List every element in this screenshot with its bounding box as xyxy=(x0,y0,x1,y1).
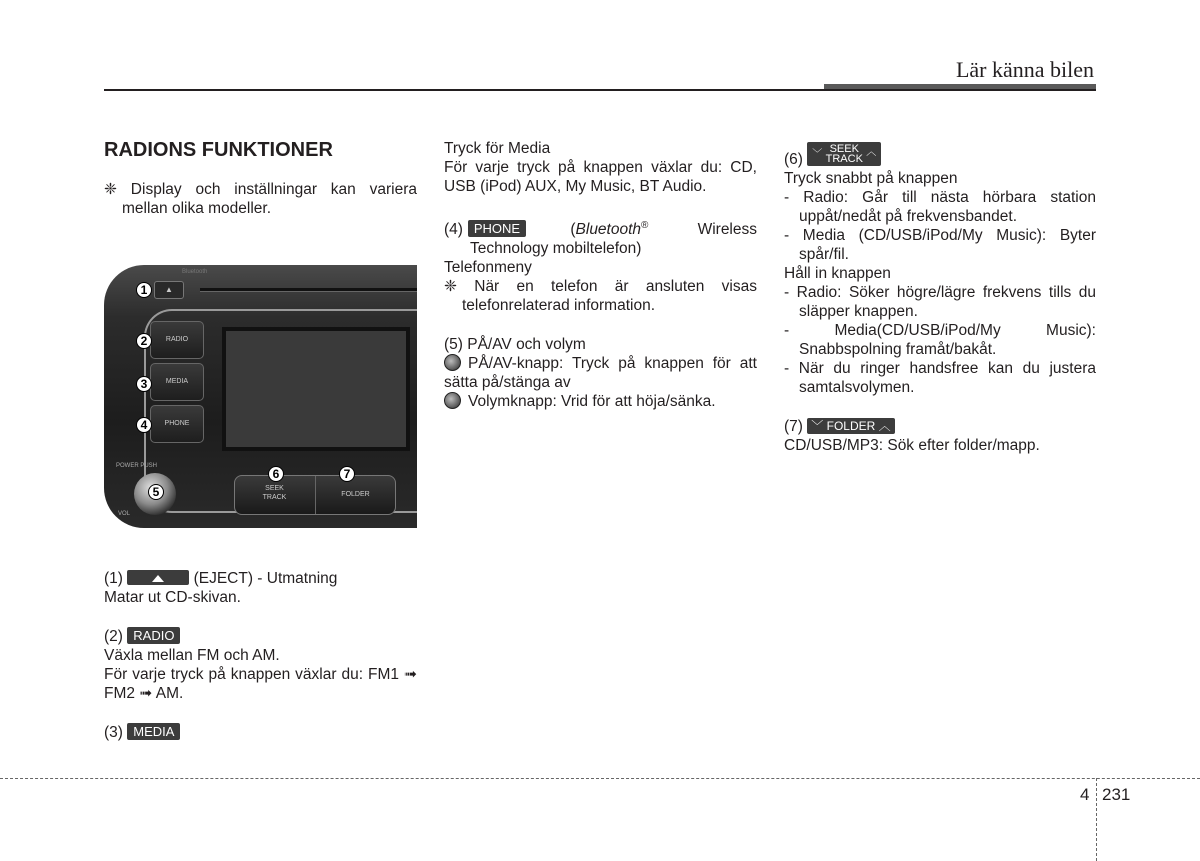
wireless-text: Wireless xyxy=(697,221,757,239)
photo-eject-button: ▲ xyxy=(154,281,184,299)
column-1-lower xyxy=(104,569,417,742)
eject-desc: Matar ut CD-skivan. xyxy=(104,589,241,606)
phone-menu: Telefonmeny xyxy=(444,259,532,277)
seek-hold: Håll in knappen xyxy=(784,265,891,282)
eject-item xyxy=(104,569,417,588)
radio-unit-photo xyxy=(104,265,417,528)
track-key-text: TRACK xyxy=(825,153,863,165)
knob-icon xyxy=(444,354,461,371)
callout-5: 5 xyxy=(148,484,164,500)
footer-dashed-rule xyxy=(0,778,1200,779)
photo-media-button: MEDIA xyxy=(150,363,204,401)
callout-3: 3 xyxy=(136,376,152,392)
power-label: POWER PUSH xyxy=(116,463,158,469)
folder-key: ﹀ FOLDER ︿ xyxy=(807,418,894,434)
media-key: MEDIA xyxy=(127,723,180,740)
header-rule xyxy=(104,89,1096,91)
folder-item xyxy=(784,417,1096,436)
radio-desc-1: Växla mellan FM och AM. xyxy=(104,647,280,664)
section-heading: RADIONS FUNKTIONER xyxy=(104,139,333,161)
display-screen xyxy=(222,327,410,451)
seek-folder-rocker xyxy=(234,475,396,515)
page-number: 231 xyxy=(1102,785,1131,804)
phone-note: ❈ När en telefon är ansluten visas telefonrelaterad information. xyxy=(444,278,757,315)
radio-key: RADIO xyxy=(127,627,180,644)
folder-desc: CD/USB/MP3: Sök efter folder/mapp. xyxy=(784,437,1040,454)
media-number: (3) xyxy=(104,724,123,741)
volume-desc-text: Volymknapp: Vrid för att höja/sänka. xyxy=(468,393,716,411)
chapter-number: 4 xyxy=(1080,785,1090,804)
chevron-up-icon: ︿ xyxy=(866,147,877,158)
photo-folder: FOLDER xyxy=(315,476,395,514)
seek-bullet-5: - När du ringer handsfree kan du justera samtalsvolymen. xyxy=(784,360,1096,396)
seek-bullet-4: - Media(CD/USB/iPod/My Music): Snabbspolning framåt/bakåt. xyxy=(784,322,1096,358)
seek-key-text: SEEK xyxy=(829,143,859,155)
folder-key-text: FOLDER xyxy=(826,419,876,433)
phone-item: (4) PHONE (Bluetooth® Wireless Technology mobiltelefon) xyxy=(444,220,757,258)
callout-2: 2 xyxy=(136,333,152,349)
power-desc-text: PÅ/AV-knapp: Tryck på knappen för att sätta på/stänga av xyxy=(444,355,757,392)
model-note: ❈ Display och inställningar kan variera mellan olika modeller. xyxy=(104,181,417,217)
radio-item xyxy=(104,627,417,646)
seek-short-press: Tryck snabbt på knappen xyxy=(784,170,958,187)
callout-1: 1 xyxy=(136,282,152,298)
seek-bullet-3: - Radio: Söker högre/lägre frekvens tills du släpper knappen. xyxy=(784,284,1096,320)
media-item xyxy=(104,723,417,742)
seek-track-key xyxy=(807,142,881,166)
eject-label: (EJECT) - Utmatning xyxy=(193,570,338,587)
running-header: Lär känna bilen xyxy=(955,57,1094,82)
media-desc: För varje tryck på knappen växlar du: CD, USB (iPod) AUX, My Music, BT Audio. xyxy=(444,159,757,195)
photo-phone-button: PHONE xyxy=(150,405,204,443)
technology-text: Technology mobiltelefon) xyxy=(470,240,642,258)
folder-number: (7) xyxy=(784,418,803,435)
footer-dashed-divider xyxy=(1096,778,1097,861)
eject-key-icon xyxy=(127,570,189,585)
media-title: Tryck för Media xyxy=(444,140,551,157)
seek-item xyxy=(784,142,1096,169)
radio-desc-2: För varje tryck på knappen växlar du: FM1 ➟ FM2 ➟ AM. xyxy=(104,666,417,702)
seek-number: (6) xyxy=(784,151,803,168)
chevron-down-icon: ﹀ xyxy=(812,149,823,160)
seek-bullet-1: - Radio: Går till nästa hörbara station uppåt/nedåt på frekvensbandet. xyxy=(784,189,1096,225)
phone-key: PHONE xyxy=(468,220,526,237)
bluetooth-text: Bluetooth xyxy=(575,221,642,239)
cd-slot xyxy=(200,288,417,292)
volume-desc xyxy=(444,392,757,411)
seek-bullet-2: - Media (CD/USB/iPod/My Music): Byter spår/fil. xyxy=(784,227,1096,263)
photo-radio-button: RADIO xyxy=(150,321,204,359)
power-desc xyxy=(444,354,757,392)
callout-7: 7 xyxy=(339,466,355,482)
callout-6: 6 xyxy=(268,466,284,482)
radio-number: (2) xyxy=(104,628,123,645)
vol-label: VOL xyxy=(118,511,131,517)
photo-seek-text: SEEK xyxy=(265,485,284,492)
bluetooth-logo: Bluetooth xyxy=(182,269,208,275)
column-2 xyxy=(444,139,757,411)
column-3 xyxy=(784,142,1096,455)
eject-number: (1) xyxy=(104,570,123,587)
phone-number: (4) xyxy=(444,221,463,239)
photo-track-text: TRACK xyxy=(262,494,287,501)
knob-icon xyxy=(444,392,461,409)
callout-4: 4 xyxy=(136,417,152,433)
registered-mark: ® xyxy=(641,220,649,231)
column-1 xyxy=(104,138,417,218)
power-title: (5) PÅ/AV och volym xyxy=(444,336,586,354)
